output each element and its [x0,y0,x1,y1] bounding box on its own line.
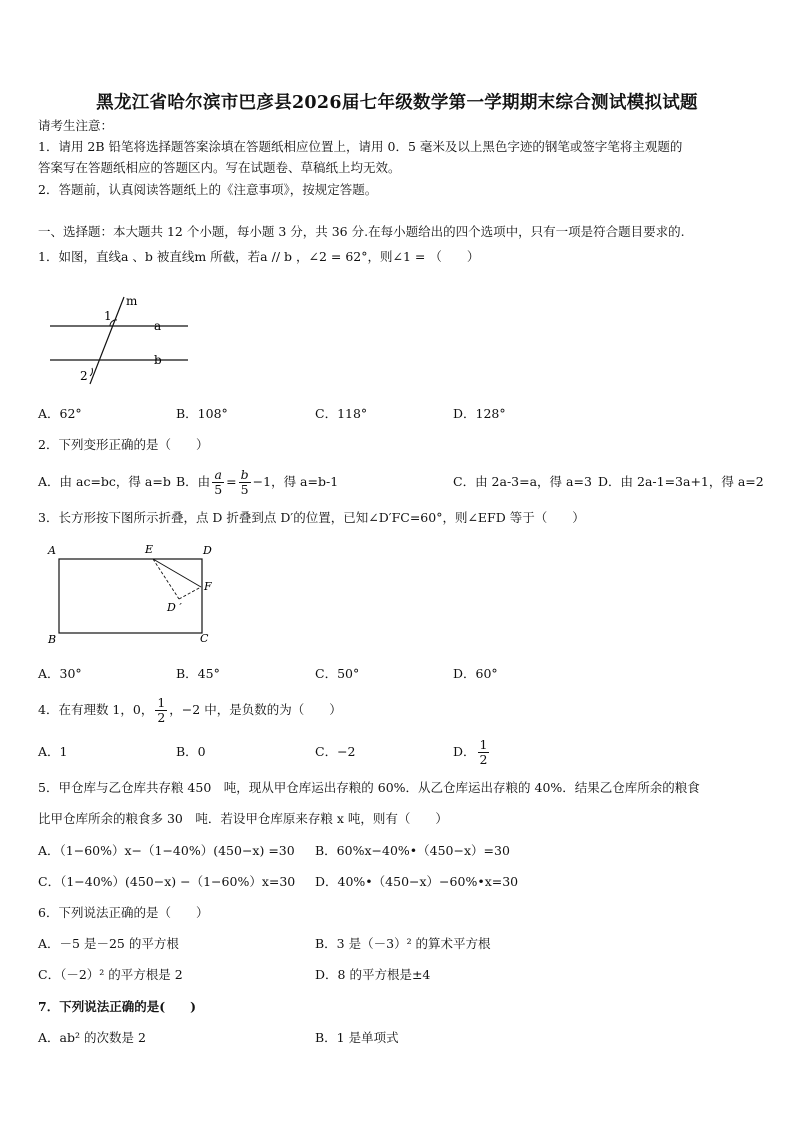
q2-option-d: D．由 2a-1=3a+1，得 a=2 [598,474,764,489]
q4-option-d [453,732,491,772]
label-D: D [203,544,212,557]
q5-option-c: C．（1−40%）(450−x) −（1−60%）x=30 [38,874,296,889]
q2-option-a: A．由 ac=bc，得 a=b [38,474,171,489]
q3-option-b: B．45° [176,666,220,681]
fold-ed-prime [153,559,179,599]
label-A: A [48,544,56,557]
q3-option-d: D．60° [453,666,498,681]
q2-optb-post: −1，得 a=b-1 [252,474,339,489]
label-m: m [126,294,138,308]
q4-stem-pre: 4．在有理数 1，0， [38,702,154,717]
q2-equals: = [226,474,237,489]
q7-option-b: B．1 是单项式 [315,1030,399,1045]
q4-option-b: B．0 [176,744,206,759]
label-B: B [48,633,57,646]
q5-option-a: A．（1−60%）x−（1−40%）(450−x) =30 [38,843,295,858]
notice-line2: 2．答题前，认真阅读答题纸上的《注意事项》，按规定答题。 [38,182,378,197]
notice-line1b: 答案写在答题纸相应的答题区内。写在试题卷、草稿纸上均无效。 [38,160,401,175]
q4-optd-fraction: $\frac{1}{2}$ [479,736,488,767]
q7-stem: 7．下列说法正确的是( ) [38,999,197,1014]
q1-option-d: D．128° [453,406,506,421]
q2-fraction-b: $\frac{b}{5}$ [240,466,249,497]
q4-fraction: $\frac{1}{2}$ [157,694,166,725]
q6-option-c: C．（－2）² 的平方根是 2 [38,967,183,982]
section-heading: 一、选择题：本大题共 12 个小题，每小题 3 分，共 36 分.在每小题给出的四个选项中，只有一项是符合题目要求的. [38,224,685,239]
q2-option-c: C．由 2a-3=a，得 a=3 [453,474,592,489]
q2-stem: 2．下列变形正确的是（ ） [38,437,209,452]
q2-optb-pre: B．由 [176,474,211,489]
notice-heading: 请考生注意： [38,118,114,133]
page-title: 黑龙江省哈尔滨市巴彦县2026届七年级数学第一学期期末综合测试模拟试题 [96,93,698,113]
q6-option-b: B．3 是（－3）² 的算术平方根 [315,936,491,951]
q1-option-a: A．62° [38,406,82,421]
angle2-arc [90,368,93,376]
q4-stem [38,690,342,730]
notice-line1a: 1．请用 2B 铅笔将选择题答案涂填在答题纸相应位置上，请用 0．5 毫米及以上黑色字迹的钢笔或签字笔将主观题的 [38,139,683,154]
q3-figure [42,540,222,648]
rectangle [59,559,202,633]
q1-option-c: C．118° [315,406,368,421]
q2-fraction-a: $\frac{a}{5}$ [214,466,223,497]
q5-option-d: D．40%•（450−x）−60%•x=30 [315,874,519,889]
q3-option-a: A．30° [38,666,82,681]
label-E: E [145,543,154,556]
q3-option-c: C．50° [315,666,360,681]
q1-figure [40,292,220,386]
label-D-prime: D ′ [167,601,182,614]
q4-option-c: C．−2 [315,744,356,759]
q5-line1: 5．甲仓库与乙仓库共存粮 450 吨，现从甲仓库运出存粮的 60%．从乙仓库运出存粮的 40%．结果乙仓库所余的粮食 [38,780,700,795]
q4-stem-post: ，−2 中，是负数的为（ ） [169,702,342,717]
q4-option-a: A．1 [38,744,68,759]
q7-option-a: A．ab² 的次数是 2 [38,1030,146,1045]
q5-line2: 比甲仓库所余的粮食多 30 吨．若设甲仓库原来存粮 x 吨，则有（ ） [38,811,448,826]
q5-option-b: B．60%x−40%•（450−x）=30 [315,843,510,858]
q6-option-a: A．－5 是－25 的平方根 [38,936,179,951]
label-a: a [154,319,162,333]
q6-option-d: D．8 的平方根是±4 [315,967,431,982]
q1-stem: 1．如图，直线a 、b 被直线m 所截，若a // b ，∠2 = 62°，则∠1 = （ ） [38,249,480,264]
q1-option-b: B．108° [176,406,228,421]
q6-stem: 6．下列说法正确的是（ ） [38,905,209,920]
label-b: b [154,353,162,367]
q2-option-b [176,462,338,502]
q3-stem: 3．长方形按下图所示折叠，点 D 折叠到点 D′的位置，已知∠D′FC=60°，则∠EFD 等于（ ） [38,510,585,525]
label-C: C [200,632,209,645]
fold-fd-prime [179,587,201,599]
fold-ef [153,559,201,587]
label-F: F [204,580,212,593]
q4-optd-pre: D． [453,744,476,759]
label-2: 2 [80,369,88,383]
label-1: 1 [104,309,112,323]
